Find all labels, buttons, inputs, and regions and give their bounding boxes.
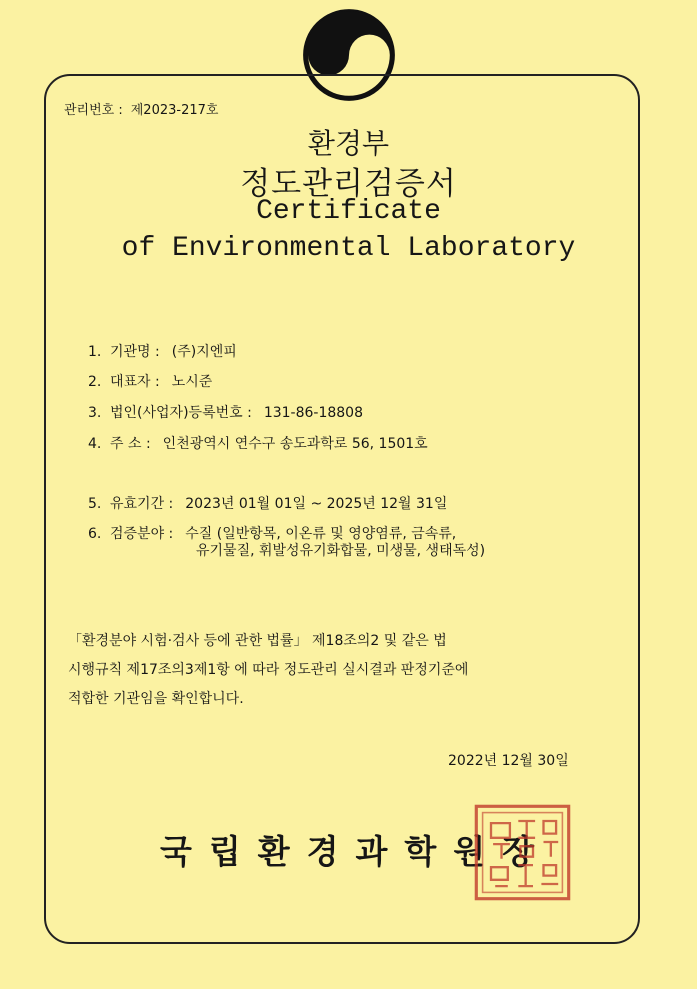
item-address <box>88 433 428 453</box>
official-seal-icon <box>470 800 575 905</box>
item-label: 유효기간 : <box>110 496 174 512</box>
item-number: 3. <box>88 405 102 421</box>
item-label: 주 소 : <box>110 436 151 452</box>
item-value: 인천광역시 연수구 송도과학로 56, 1501호 <box>162 436 428 452</box>
issue-date: 2022년 12월 30일 <box>448 753 569 769</box>
item-label: 기관명 : <box>110 344 160 360</box>
item-label: 법인(사업자)등록번호 : <box>110 405 252 421</box>
confirmation-paragraph-line-3: 적합한 기관임을 확인합니다. <box>68 691 244 707</box>
item-value: 수질 (일반항목, 이온류 및 영양염류, 금속류, <box>185 526 457 542</box>
item-value: 노시준 <box>171 374 213 390</box>
management-number-value: 제2023-217호 <box>130 103 219 118</box>
item-value: (주)지엔피 <box>171 344 237 360</box>
item-number: 2. <box>88 374 102 390</box>
item-representative <box>88 371 212 391</box>
verification-field-line-2: 유기물질, 휘발성유기화합물, 미생물, 생태독성) <box>196 543 486 559</box>
item-number: 5. <box>88 496 102 512</box>
certificate-title-english-1: Certificate <box>256 196 441 227</box>
item-validity-period <box>88 493 447 513</box>
management-number <box>64 99 218 118</box>
item-value: 131-86-18808 <box>263 405 363 421</box>
ministry-title: 환경부 <box>307 127 390 160</box>
confirmation-paragraph-line-1: 「환경분야 시험·검사 등에 관한 법률」 제18조의2 및 같은 법 <box>68 633 447 649</box>
item-number: 6. <box>88 526 102 542</box>
item-value: 2023년 01월 01일 ~ 2025년 12월 31일 <box>185 496 448 512</box>
certificate-title-english-2: of Environmental Laboratory <box>121 233 576 264</box>
item-number: 4. <box>88 436 102 452</box>
issuer-name: 국립환경과학원장 <box>160 832 552 871</box>
item-label: 대표자 : <box>110 374 160 390</box>
item-label: 검증분야 : <box>110 526 174 542</box>
item-registration-number <box>88 402 363 422</box>
confirmation-paragraph-line-2: 시행규칙 제17조의3제1항 에 따라 정도관리 실시결과 판정기준에 <box>68 662 469 678</box>
item-institution-name <box>88 341 237 361</box>
certificate-title-korean: 정도관리검증서 <box>240 166 457 202</box>
item-number: 1. <box>88 344 102 360</box>
management-number-label: 관리번호 : <box>64 103 123 118</box>
